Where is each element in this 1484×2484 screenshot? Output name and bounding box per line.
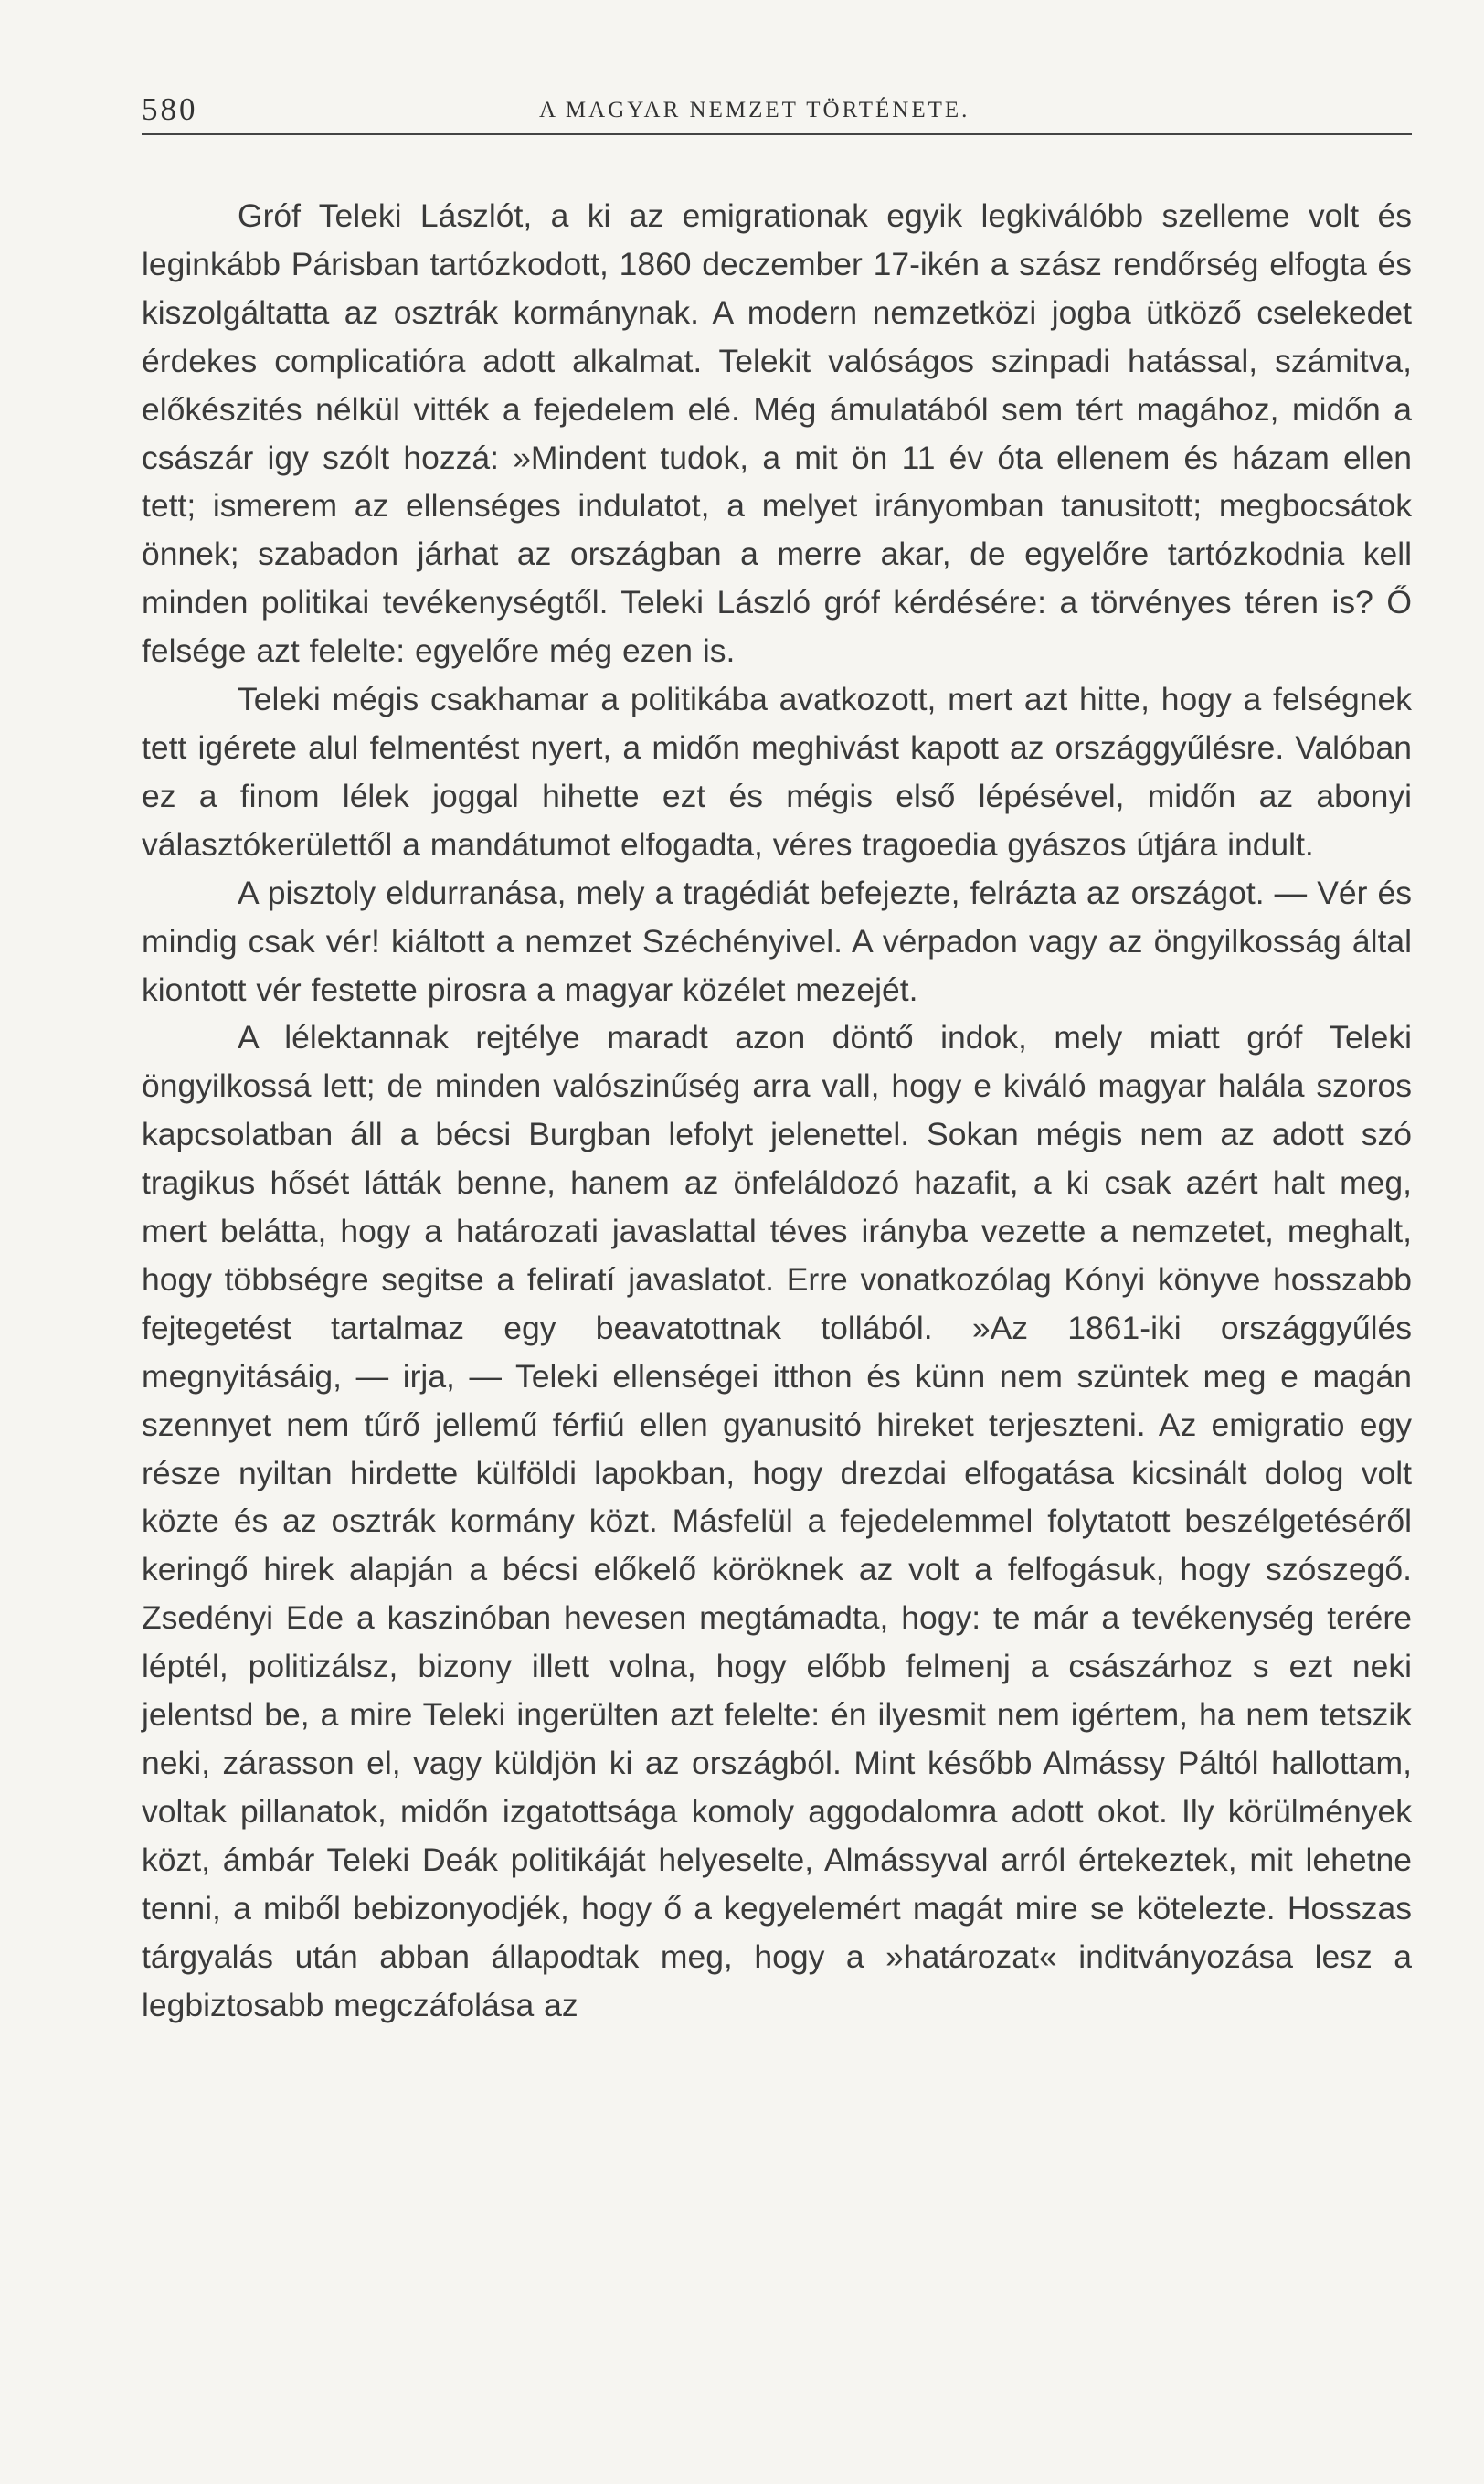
paragraph: A pisztoly eldurranása, mely a tragédiát befejezte, felrázta az országot. — Vér és mindig csak vér! kiáltott a nemzet Széchényivel. A vérpadon vagy az öngyilkosság által kiontott vér festette pirosra a magyar közélet mezejét. xyxy=(142,874,1412,1008)
running-head xyxy=(142,91,1412,137)
page-number: 580 xyxy=(142,91,198,127)
header-rule xyxy=(142,133,1412,135)
paragraph: Gróf Teleki Lászlót, a ki az emigrationak egyik legkiválóbb szelleme volt és leginkább Párisban tartózkodott, 1860 deczember 17-ikén a szász rendőrség elfogta és kiszolgáltatta az osztrák kormánynak. A modern nemzetközi jogba ütköző cselekedet érdekes complicatióra adott alkalmat. Telekit valóságos szinpadi hatással, számitva, előkészités nélkül vitték a fejedelem elé. Még ámulatából sem tért magához, midőn a császár igy szólt hozzá: »Mindent tudok, a mit ön 11 év óta ellenem és házam ellen tett; ismerem az ellenséges indulatot, a melyet irányomban tanusitott; megbocsátok önnek; szabadon járhat az országban a merre akar, de egyelőre tartózkodnia kell minden politikai tevékenységtől. Teleki László gróf kérdésére: a törvényes téren is? Ő felsége azt felelte: egyelőre még ezen is. xyxy=(142,197,1412,670)
running-title: A MAGYAR NEMZET TÖRTÉNETE. xyxy=(539,98,970,122)
body-text xyxy=(142,192,1412,2029)
paragraph: Teleki mégis csakhamar a politikába avatkozott, mert azt hitte, hogy a felségnek tett igérete alul felmentést nyert, a midőn meghivást kapott az országgyűlésre. Valóban ez a finom lélek joggal hihette ezt és mégis első lépésével, midőn az abonyi választókerülettől a mandátumot elfogadta, véres tragoedia gyászos útjára indult. xyxy=(142,681,1412,863)
paragraph: A lélektannak rejtélye maradt azon döntő indok, mely miatt gróf Teleki öngyilkossá lett; de minden valószinűség arra vall, hogy e kiváló magyar halála szoros kapcsolatban áll a bécsi Burgban lefolyt jelenettel. Sokan mégis nem az adott szó tragikus hősét látták benne, hanem az önfeláldozó hazafit, a ki csak azért halt meg, mert belátta, hogy a határozati javaslattal téves irányba vezette a nemzetet, meghalt, hogy többségre segitse a feliratí javaslatot. Erre vonatkozólag Kónyi könyve hosszabb fejtegetést tartalmaz egy beavatottnak tollából. »Az 1861-iki országgyűlés megnyitásáig, — irja, — Teleki ellenségei itthon és künn nem szüntek meg e magán szennyet nem tűrő jellemű férfiú ellen gyanusitó hireket terjeszteni. Az emigratio egy része nyiltan hirdette külföldi lapokban, hogy drezdai elfogatása kicsinált dolog volt közte és az osztrák kormány közt. Másfelül a fejedelemmel folytatott beszélgetéséről keringő hirek alapján a bécsi előkelő köröknek az volt a felfogásuk, hogy szószegő. Zsedényi Ede a kaszinóban hevesen megtámadta, hogy: te már a tevékenység terére léptél, politizálsz, bizony illett volna, hogy előbb felmenj a császárhoz s ezt neki jelentsd be, a mire Teleki ingerülten azt felelte: én ilyesmit nem igértem, ha nem tetszik neki, zárasson el, vagy küldjön ki az országból. Mint később Almássy Páltól hallottam, voltak pillanatok, midőn izgatottsága komoly aggodalomra adott okot. Ily körülmények közt, ámbár Teleki Deák politikáját helyeselte, Almássyval arról értekeztek, mit lehetne tenni, a miből bebizonyodjék, hogy ő a kegyelemért magát mire se kötelezte. Hosszas tárgyalás után abban állapodtak meg, hogy a »határozat« inditványozása lesz a legbiztosabb megczáfolása az xyxy=(142,1019,1412,2023)
